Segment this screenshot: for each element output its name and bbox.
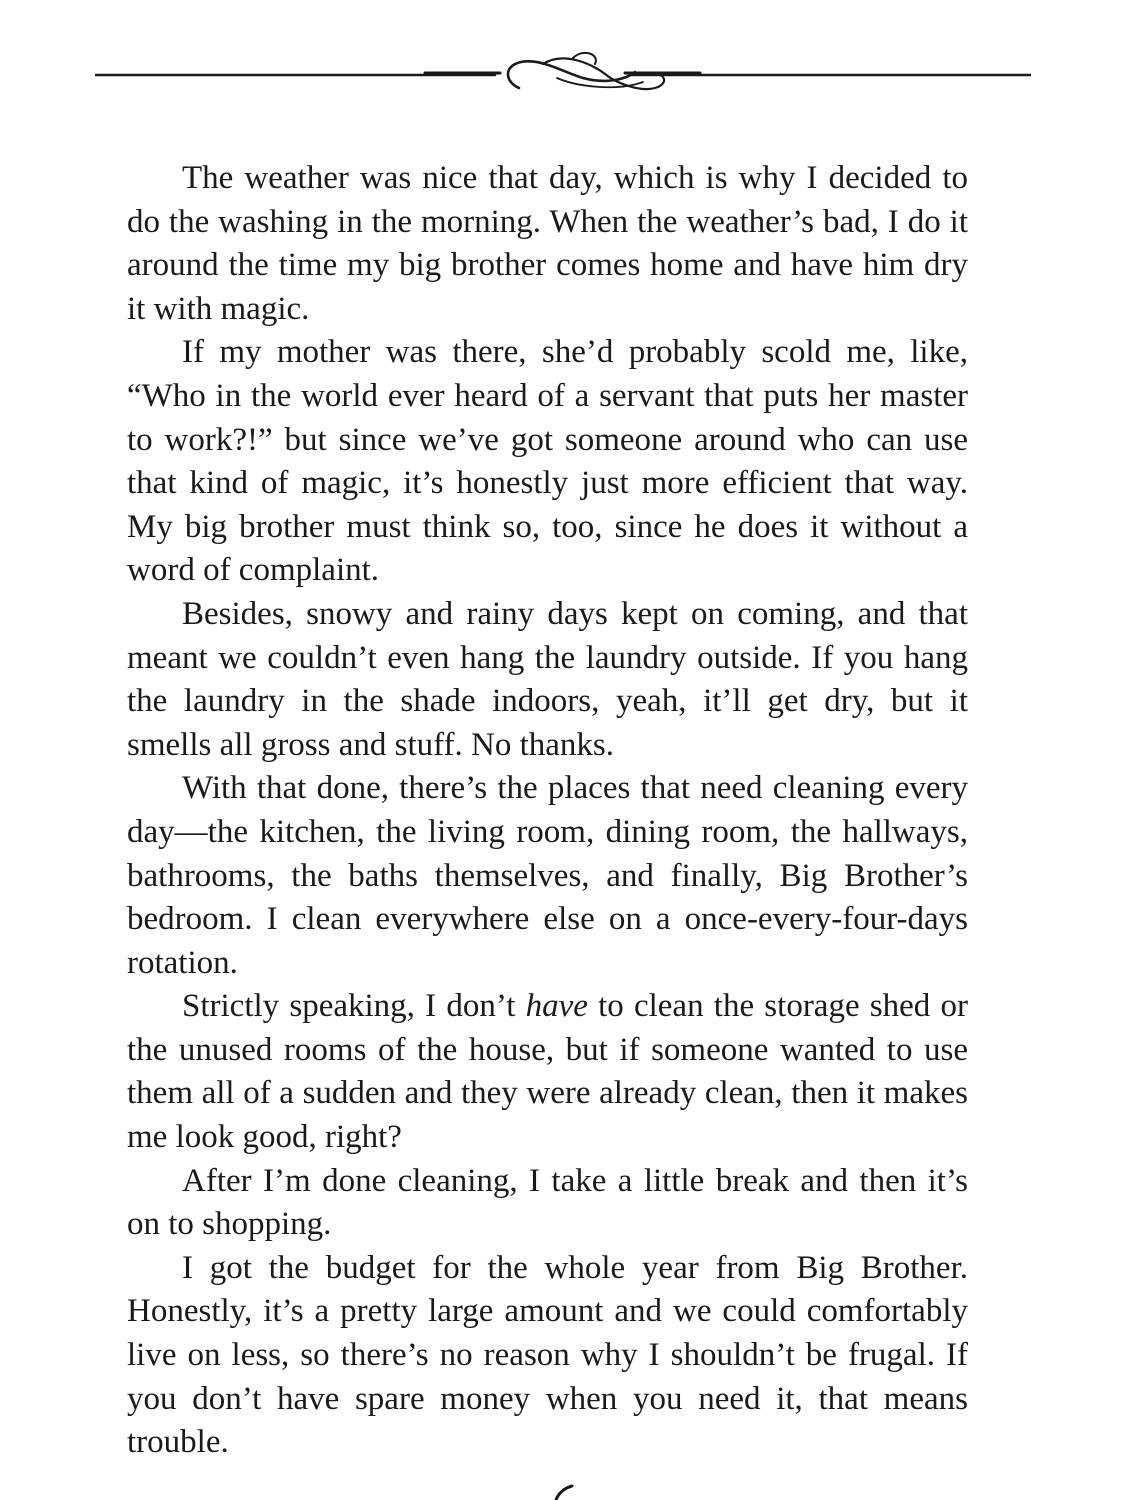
paragraph: After I’m done cleaning, I take a little break and then it’s on to shopping.	[127, 1162, 968, 1243]
paragraph-text: Strictly speaking, I don’t	[182, 988, 526, 1025]
flourish-divider-icon	[95, 52, 1031, 100]
page-number-glyph-fragment	[548, 1484, 578, 1500]
paragraph: With that done, there’s the places that need cleaning every day—the kitchen, the living room, dining room, the hallways, bathrooms, the baths themselves, and finally, Big Brother’s bedroom. I clean everywhere else on a once-every-four-days rotation.	[127, 770, 968, 981]
paragraph: If my mother was there, she’d probably scold me, like, “Who in the world ever heard of a servant that puts her master to work?!” but since we’ve got someone around who can use that kind of magic, it’s honestly just more efficient that way. My big brother must think so, too, since he does it without a word of complaint.	[127, 334, 968, 589]
paragraph: Besides, snowy and rainy days kept on coming, and that meant we couldn’t even hang the laundry outside. If you hang the laundry in the shade indoors, yeah, it’ll get dry, but it smells all gross and stuff. No thanks.	[127, 595, 968, 763]
paragraph: The weather was nice that day, which is why I decided to do the washing in the morning. When the weather’s bad, I do it around the time my big brother comes home and have him dry it with magic.	[127, 160, 968, 327]
paragraph	[127, 985, 968, 1159]
emphasized-word: have	[525, 988, 588, 1025]
page-body-text	[127, 157, 968, 1465]
paragraph-text: to clean the storage shed or the unused rooms of the house, but if someone wanted to use them all of a sudden and they were already clean, then it makes me look good, right?	[127, 988, 968, 1156]
paragraph: I got the budget for the whole year from Big Brother. Honestly, it’s a pretty large amount and we could comfortably live on less, so there’s no reason why I shouldn’t be frugal. If you don’t have spare money when you need it, that means trouble.	[127, 1249, 968, 1461]
